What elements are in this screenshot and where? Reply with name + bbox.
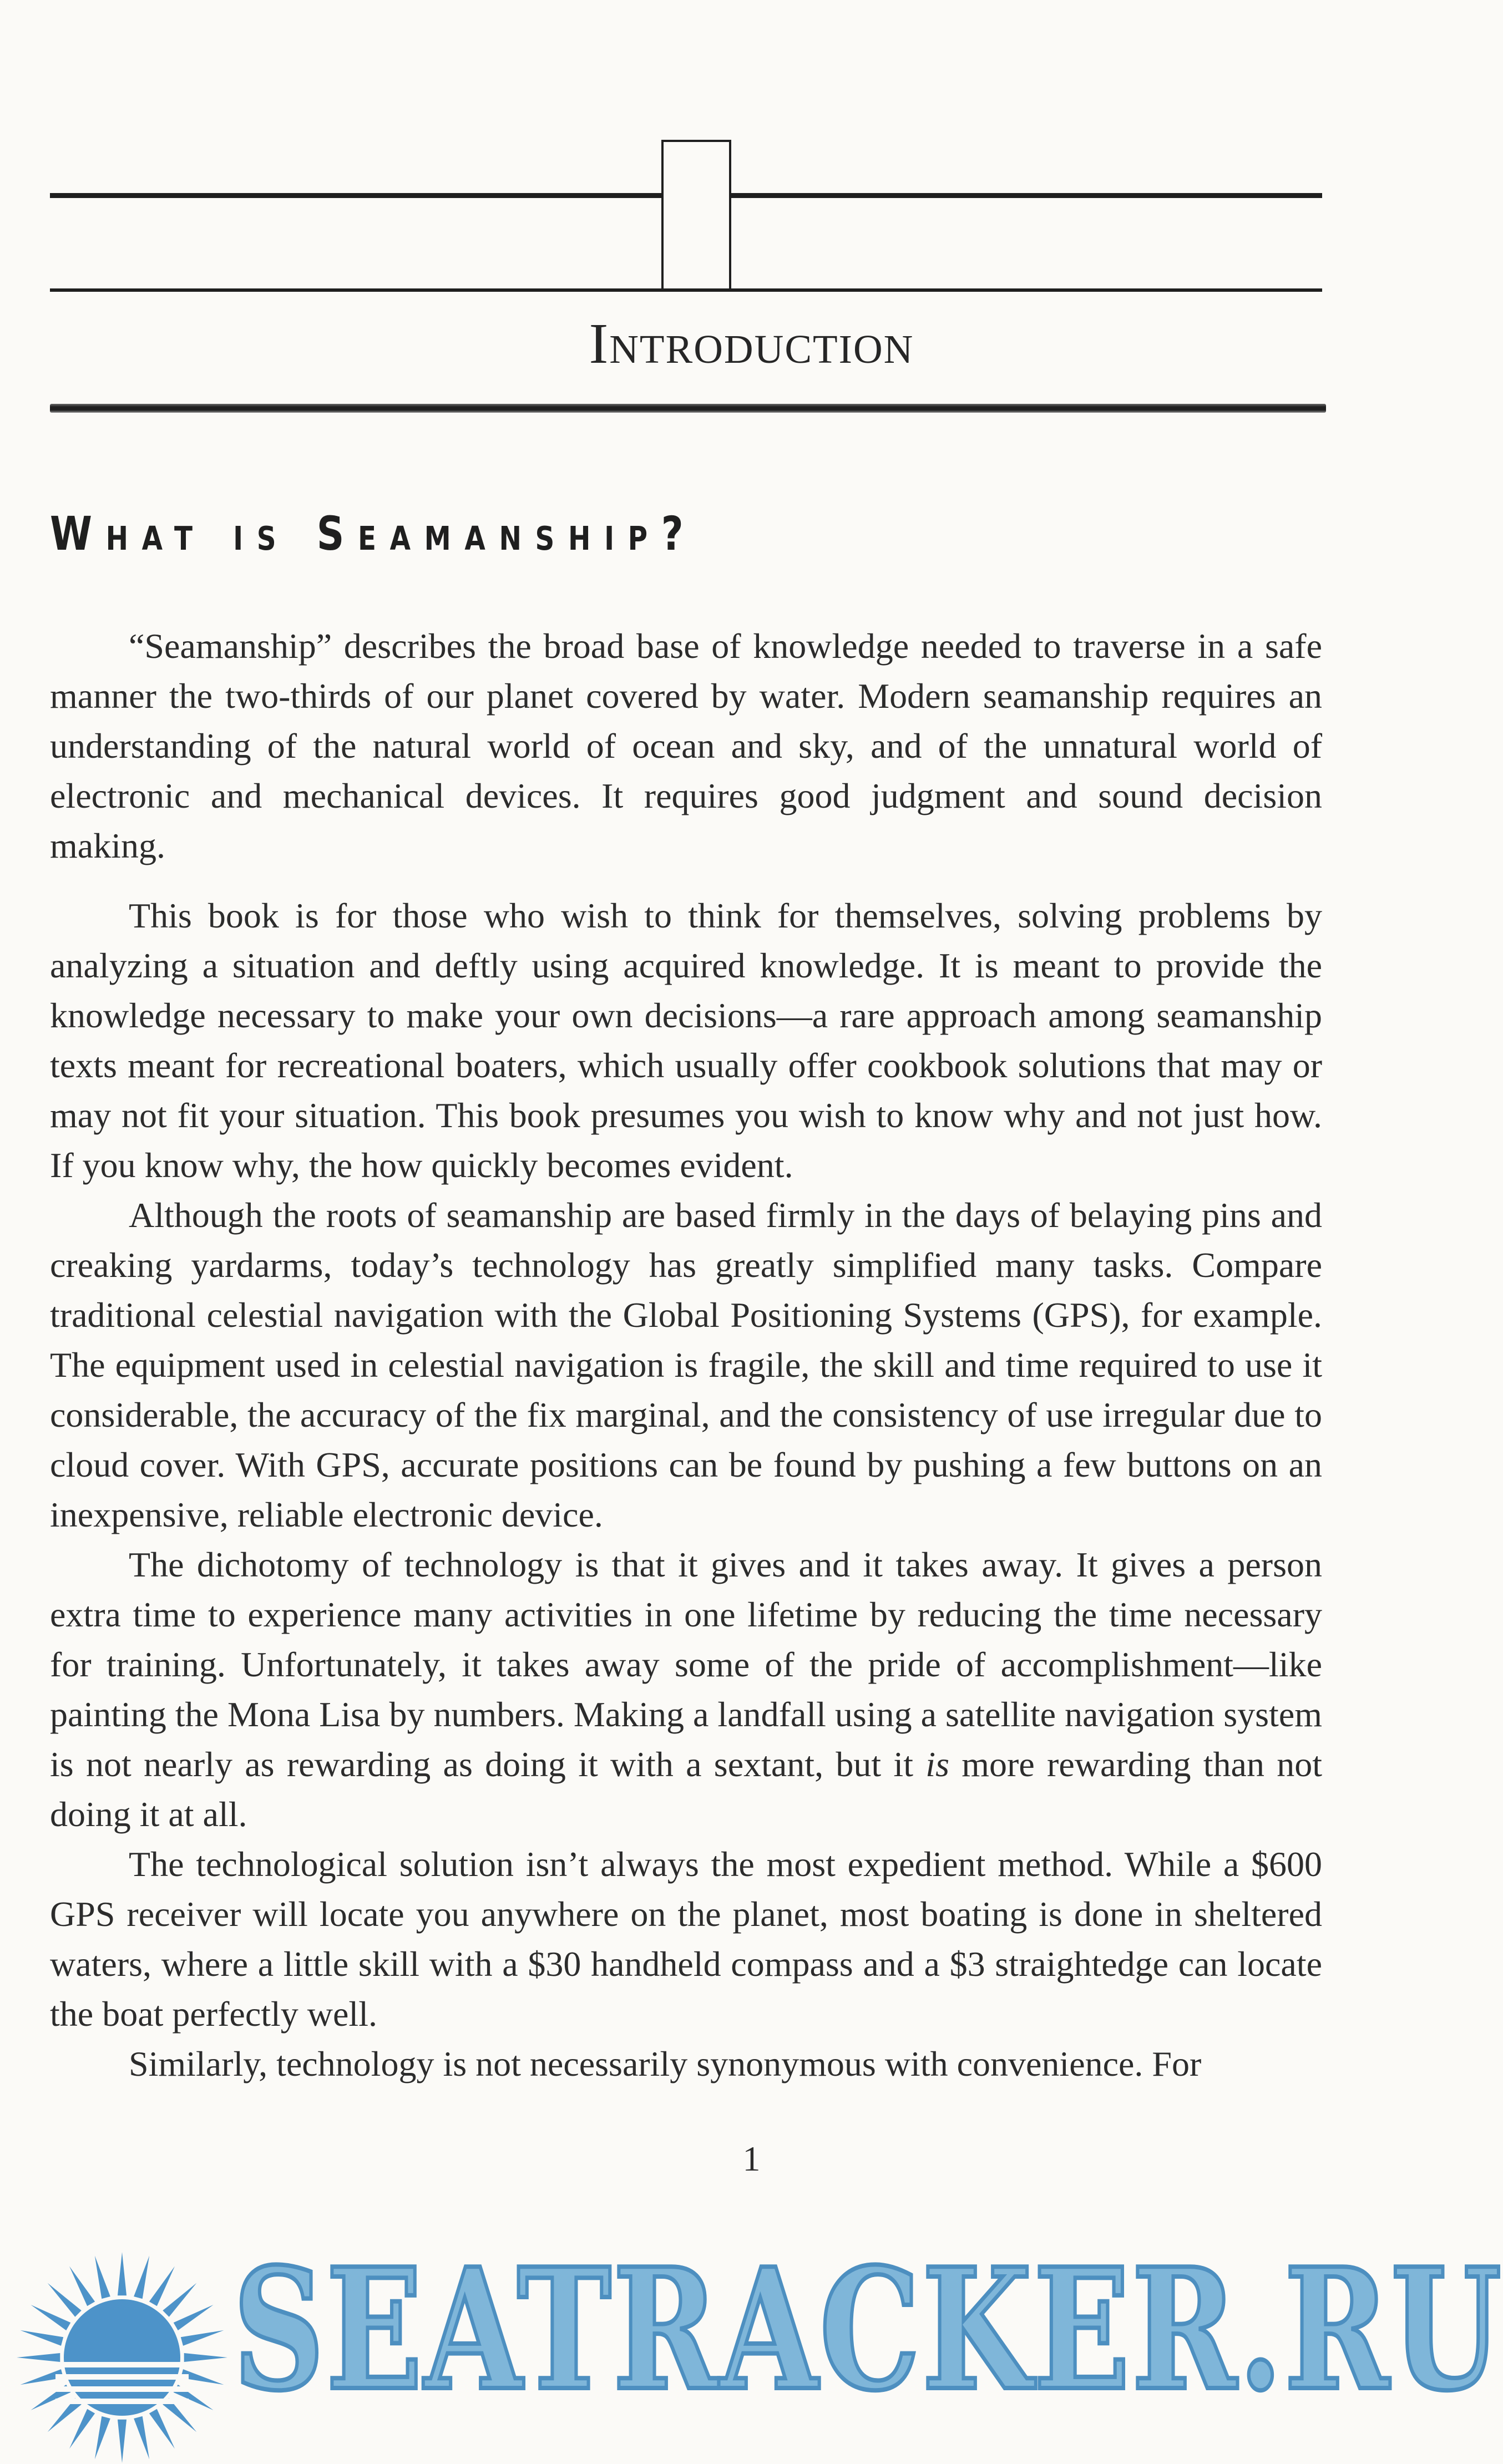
- sun-ray: [69, 2266, 95, 2306]
- sun-ray: [95, 2255, 110, 2299]
- sun-ray: [69, 2409, 95, 2449]
- paragraph: This book is for those who wish to think for themselves, solving problems by analyzing a situation and deftly using acquired knowledge. It is meant to provide the knowledge necessary to make your own decisions—a rare approach among seamanship texts meant for recreational boaters, which usually offer cookbook solutions that may or may not fit your situation. This book presumes you wish to know why and not just how. If you know why, the how quickly becomes evident.: [50, 896, 1322, 1185]
- sun-ray: [134, 2255, 149, 2299]
- sun-ray: [184, 2353, 227, 2362]
- sun-ray: [118, 2420, 126, 2463]
- header-rule-top-left: [50, 193, 661, 198]
- paragraph: “Seamanship” describes the broad base of knowledge needed to traverse in a safe manner the two-thirds of our planet covered by water. Modern seamanship requires an understanding of the natural world of ocean and sky, and of the unnatural world of electronic and mechanical devices. It requires good judgment and sound decision making.: [50, 626, 1322, 865]
- header-rule-top-right: [731, 193, 1322, 198]
- body-text: [50, 621, 1322, 2089]
- chapter-title: Introduction: [589, 312, 914, 376]
- sun-ray: [20, 2330, 63, 2346]
- header-rule-middle: [50, 288, 1322, 292]
- paragraph: Although the roots of seamanship are based firmly in the days of belaying pins and creaking yardarms, today’s technology has greatly simplified many tasks. Compare traditional celestial navigation with the Global Positioning Systems (GPS), for example. The equipment used in celestial navigation is fragile, the skill and time required to use it considerable, the accuracy of the fix marginal, and the consistency of use irregular due to cloud cover. With GPS, accurate positions can be found by pushing a few buttons on an inexpensive, reliable electronic device.: [50, 1195, 1322, 1534]
- sun-ray: [149, 2409, 175, 2449]
- header-rule-bottom: [50, 404, 1326, 413]
- sun-ray: [174, 2305, 214, 2330]
- page-number: 1: [742, 2139, 761, 2178]
- sun-ray: [31, 2305, 70, 2330]
- sun-ray: [149, 2266, 175, 2306]
- sun-ray: [163, 2283, 196, 2317]
- sun-ray: [17, 2353, 60, 2362]
- paragraph-text: The dichotomy of technology is that it gives and it takes away. It gives a person extra time to experience many activities in one lifetime by reducing the time necessary for training. Unfortunately, it takes away some of the pride of accomplishment—like painting the Mona Lisa by numbers. Making a landfall using a satellite navigation system is not nearly as rewarding as doing it with a sextant, but it: [50, 1545, 1322, 1784]
- sun-logo-icon: [11, 2241, 233, 2463]
- sun-ray: [95, 2416, 110, 2460]
- watermark-text: SEATRACKER.RU: [233, 2232, 1503, 2427]
- section-heading: What is Seamanship?: [50, 506, 697, 561]
- sun-ray: [48, 2283, 82, 2317]
- header-post-ornament: [661, 140, 731, 291]
- sun-ray: [134, 2416, 149, 2460]
- watermark: [0, 2230, 1503, 2464]
- paragraph: Similarly, technology is not necessarily synonymous with convenience. For: [129, 2044, 1202, 2083]
- paragraph-text: more rewarding than not doing it at all.: [50, 1745, 1323, 1834]
- paragraph: The technological solution isn’t always the most expedient method. While a $600 GPS receiver will locate you anywhere on the planet, most boating is done in sheltered waters, where a little skill with a $30 handheld compass and a $3 straightedge can locate the boat perfectly well.: [50, 1844, 1322, 2034]
- paragraph: [50, 1540, 1322, 1839]
- sun-ray: [181, 2330, 224, 2346]
- emphasis-text: is: [925, 1745, 949, 1784]
- sun-ray: [118, 2252, 126, 2295]
